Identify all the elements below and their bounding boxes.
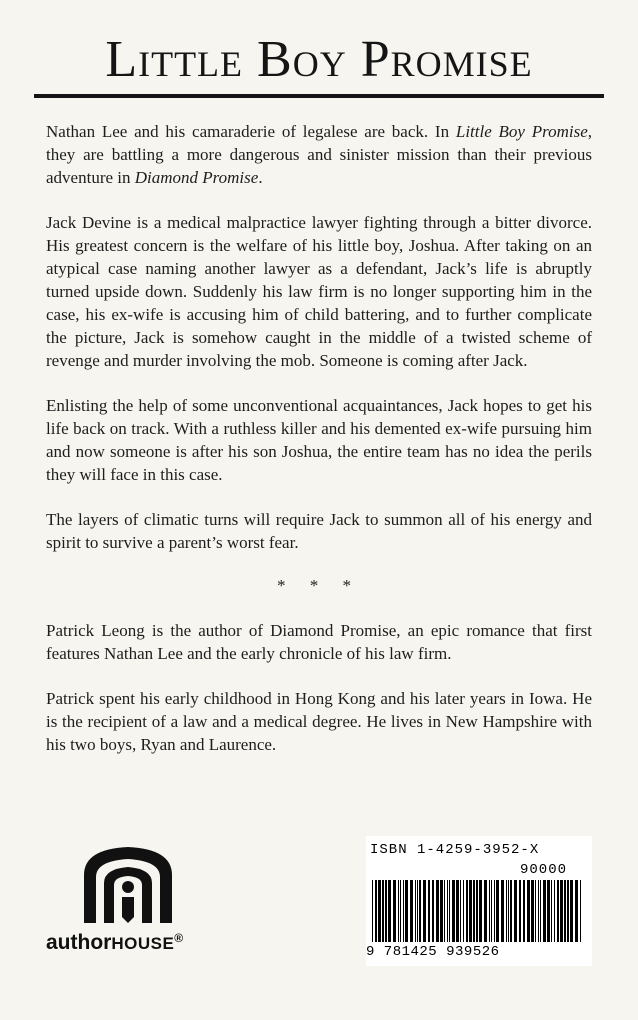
barcode-bar (580, 880, 581, 942)
barcode-bar (510, 880, 512, 942)
barcode-bar (423, 880, 426, 942)
blurb-paragraph-1: Nathan Lee and his camaraderie of legalese are back. In Little Boy Promise, they are battling a more dangerous and sinister mission than their previous adventure in Diamond Promise. (46, 122, 593, 187)
barcode-bar (540, 880, 541, 942)
barcode-bar (538, 880, 539, 942)
barcode-bar (484, 880, 487, 942)
barcode-bar (398, 880, 399, 942)
barcode-bar (494, 880, 495, 942)
isbn-label: ISBN 1-4259-3952-X (370, 842, 540, 858)
barcode-bar (382, 880, 384, 942)
barcode-bar (523, 880, 525, 942)
barcode-bar (575, 880, 578, 942)
barcode-bar (378, 880, 381, 942)
author-bio-paragraph-2: Patrick spent his early childhood in Hong Kong and his later years in Iowa. He is the recipient of a law and a medical degree. He lives in New Hampshire with his two boys, Ryan and Laurence. (46, 689, 592, 754)
barcode-bar (419, 880, 421, 942)
barcode-bar (519, 880, 521, 942)
book-title: Little Boy Promise (105, 31, 533, 88)
section-separator: * * * (277, 576, 361, 595)
barcode-bar (473, 880, 475, 942)
barcode-bar (375, 880, 377, 942)
blurb-paragraph-3: Enlisting the help of some unconventional acquaintances, Jack hopes to get his life back on track. With a ruthless killer and his demented ex-wife pursuing him and now someone is after his son Joshua, the entire team has no idea the perils they will face in this case. (46, 396, 592, 484)
barcode-bar (506, 880, 507, 942)
barcode-bar (564, 880, 566, 942)
barcode-bar (535, 880, 536, 942)
barcode-bar (460, 880, 461, 942)
author-bio-paragraph-1: Patrick Leong is the author of Diamond Promise, an epic romance that first features Nathan Lee and the early chronicle of his law firm. (46, 621, 592, 663)
barcode-bar (432, 880, 434, 942)
title-underline (34, 94, 604, 98)
barcode-digits: 9 781425 939526 (366, 944, 500, 960)
barcode-bar (469, 880, 472, 942)
barcode-bar (567, 880, 569, 942)
barcode-bar (551, 880, 552, 942)
barcode-bar (410, 880, 413, 942)
barcode-bar (436, 880, 439, 942)
barcode-bar (393, 880, 396, 942)
barcode-bars (370, 880, 588, 944)
blurb-paragraph-4: The layers of climatic turns will require Jack to summon all of his energy and spirit to survive a parent’s worst fear. (46, 510, 592, 552)
barcode-bar (388, 880, 391, 942)
barcode-bar (570, 880, 573, 942)
barcode-bar (449, 880, 450, 942)
barcode-bar (400, 880, 401, 942)
publisher-name: authorHOUSE® (46, 931, 184, 954)
barcode-bar (456, 880, 459, 942)
barcode-bar (557, 880, 559, 942)
barcode-bar (452, 880, 455, 942)
barcode-bar (560, 880, 563, 942)
barcode-bar (489, 880, 490, 942)
barcode-bar (491, 880, 492, 942)
barcode-bar (447, 880, 448, 942)
barcode-bar (527, 880, 530, 942)
barcode-bar (405, 880, 408, 942)
barcode-bar (531, 880, 534, 942)
barcode-bar (554, 880, 555, 942)
barcode-bar (508, 880, 509, 942)
isbn-barcode (366, 836, 592, 966)
barcode-bar (440, 880, 443, 942)
barcode-bar (444, 880, 445, 942)
barcode-bar (466, 880, 468, 942)
barcode-bar (543, 880, 546, 942)
barcode-bar (372, 880, 373, 942)
authorhouse-logo-icon (80, 845, 176, 927)
back-cover-text (46, 120, 592, 778)
barcode-bar (463, 880, 464, 942)
barcode-bar (496, 880, 499, 942)
barcode-bar (479, 880, 482, 942)
barcode-bar (415, 880, 416, 942)
price-code: 90000 (520, 862, 568, 878)
barcode-bar (428, 880, 430, 942)
barcode-bar (385, 880, 387, 942)
barcode-bar (403, 880, 404, 942)
blurb-paragraph-2: Jack Devine is a medical malpractice lawyer fighting through a bitter divorce. His greatest concern is the welfare of his little boy, Joshua. After taking on an atypical case naming another lawyer as a defendant, Jack’s life is abruptly turned upside down. Suddenly his law firm is no longer supporting him in the case, his ex-wife is accusing him of child battering, and to further complicate the picture, Jack is somehow caught in the middle of a twisted scheme of revenge and murder involving the mob. Someone is coming after Jack. (46, 213, 592, 370)
barcode-bar (501, 880, 504, 942)
barcode-bar (547, 880, 550, 942)
barcode-bar (514, 880, 517, 942)
publisher-logo (40, 845, 220, 965)
barcode-bar (417, 880, 418, 942)
barcode-bar (476, 880, 478, 942)
